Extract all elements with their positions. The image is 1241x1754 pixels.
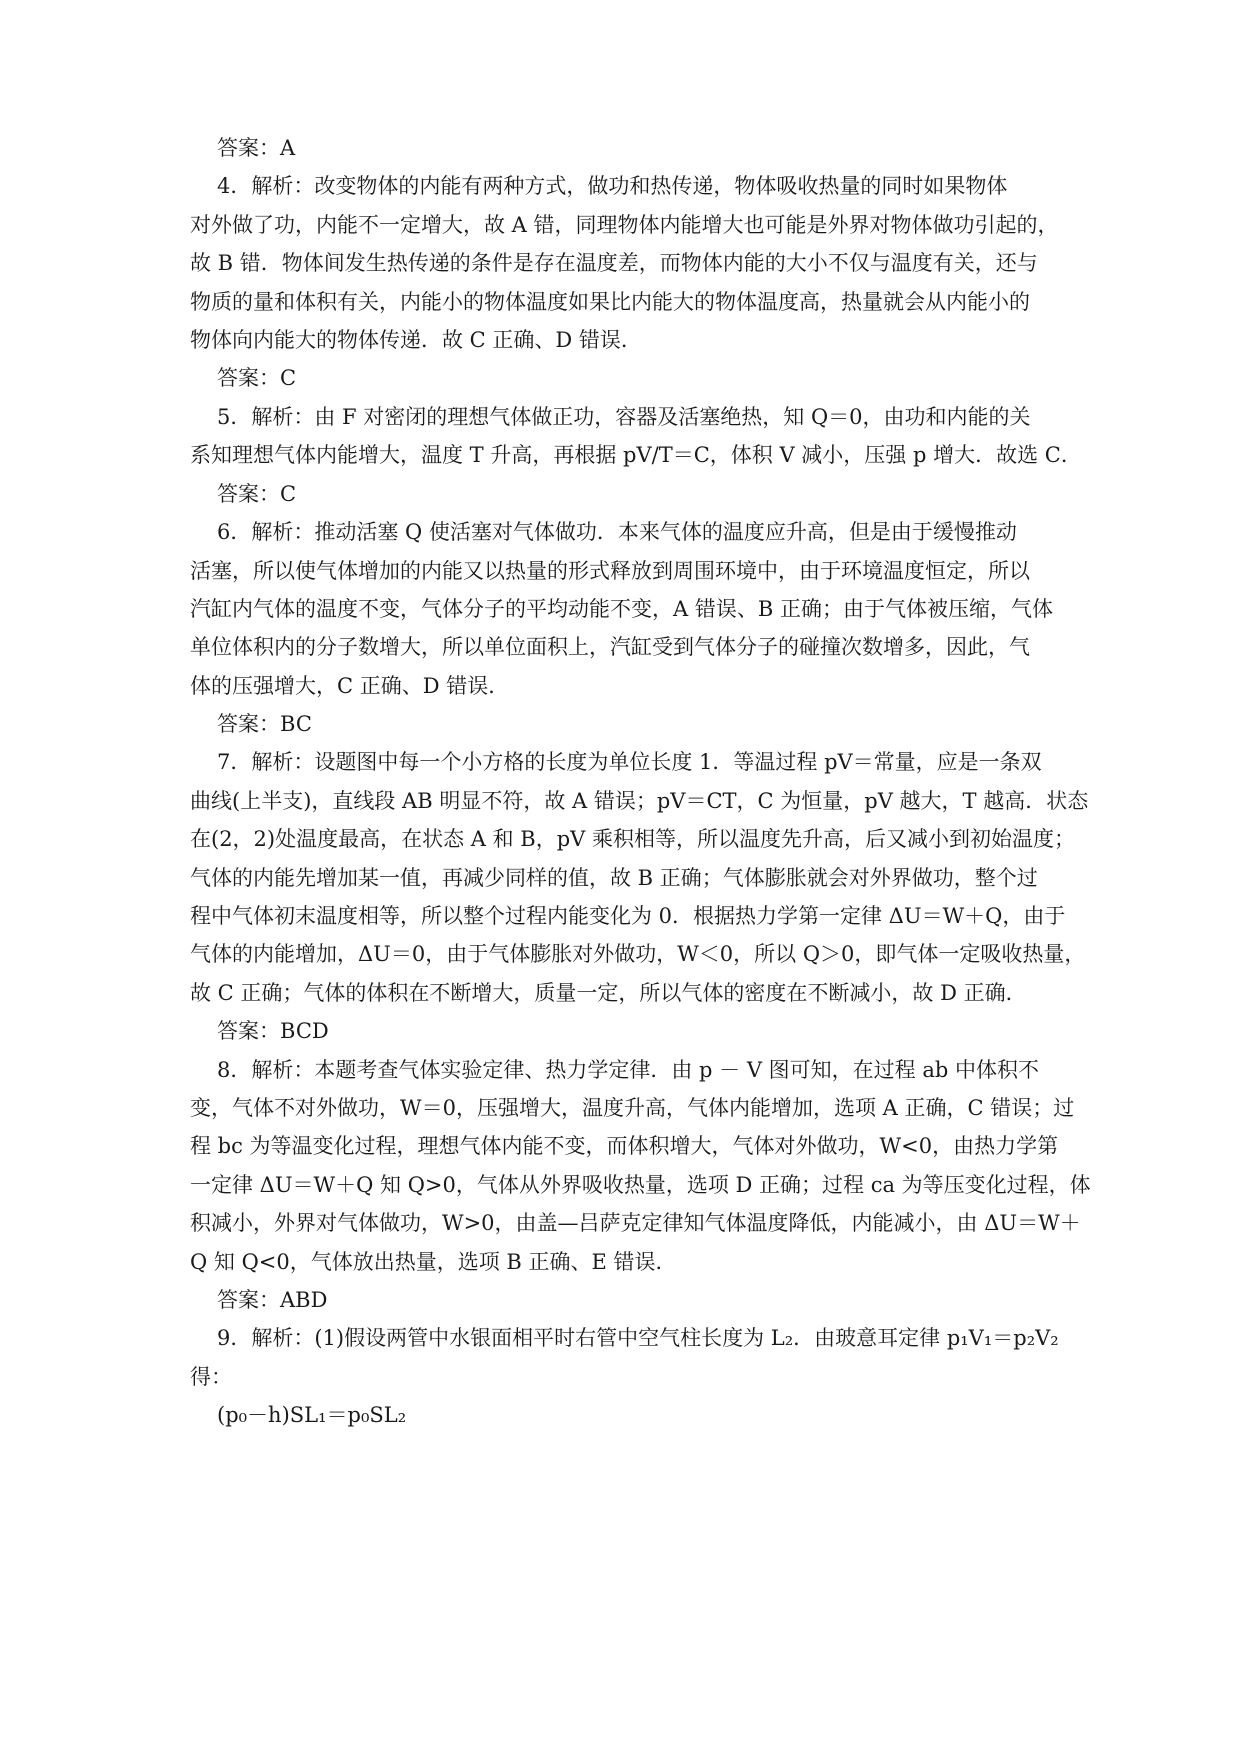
text-line: 活塞，所以使气体增加的内能又以热量的形式释放到周围环境中，由于环境温度恒定，所以 [190,559,1030,583]
answer-line: (p₀－h)SL₁＝p₀SL₂ [217,1403,407,1427]
text-line: 故 C 正确；气体的体积在不断增大，质量一定，所以气体的密度在不断减小，故 D 正确． [190,981,1027,1005]
answer-line: 答案：BC [217,712,312,736]
answer-line: 答案：A [217,136,296,160]
solution-paragraph-start: 6．解析：推动活塞 Q 使活塞对气体做功．本来气体的温度应升高，但是由于缓慢推动 [217,520,1017,544]
text-line: 气体的内能增加，ΔU＝0，由于气体膨胀对外做功，W＜0，所以 Q＞0，即气体一定吸收热量， [190,942,1086,966]
text-line: 积减小，外界对气体做功，W>0，由盖—吕萨克定律知气体温度降低，内能减小，由 ΔU＝W＋ [190,1211,1081,1235]
text-line: 变，气体不对外做功，W＝0，压强增大，温度升高，气体内能增加，选项 A 正确，C 错误；过 [190,1096,1075,1120]
solution-paragraph-start: 4．解析：改变物体的内能有两种方式，做功和热传递，物体吸收热量的同时如果物体 [217,174,1008,198]
solution-paragraph-start: 9．解析：(1)假设两管中水银面相平时右管中空气柱长度为 L₂．由玻意耳定律 p₁V₁＝p₂V₂ [217,1326,1059,1350]
text-line: 程中气体初末温度相等，所以整个过程内能变化为 0．根据热力学第一定律 ΔU＝W＋Q，由于 [190,904,1066,928]
text-line: 故 B 错．物体间发生热传递的条件是存在温度差，而物体内能的大小不仅与温度有关，还与 [190,251,1038,275]
answer-line: 答案：C [217,482,297,506]
text-line: 一定律 ΔU＝W＋Q 知 Q>0，气体从外界吸收热量，选项 D 正确；过程 ca 为等压变化过程，体 [190,1173,1091,1197]
solution-paragraph-start: 7．解析：设题图中每一个小方格的长度为单位长度 1．等温过程 pV＝常量，应是一条双 [217,750,1042,774]
text-line: 气体的内能先增加某一值，再减少同样的值，故 B 正确；气体膨胀就会对外界做功，整个过 [190,866,1038,890]
text-line: 单位体积内的分子数增大，所以单位面积上，汽缸受到气体分子的碰撞次数增多，因此，气 [190,635,1030,659]
text-line: 程 bc 为等温变化过程，理想气体内能不变，而体积增大，气体对外做功，W<0，由热力学第 [190,1134,1059,1158]
text-line: 得： [190,1365,232,1389]
solution-paragraph-start: 8．解析：本题考查气体实验定律、热力学定律．由 p － V 图可知，在过程 ab 中体积不 [217,1058,1039,1082]
answer-line: 答案：C [217,366,297,390]
answer-line: 答案：ABD [217,1288,328,1312]
answer-line: 答案：BCD [217,1019,329,1043]
text-line: 对外做了功，内能不一定增大，故 A 错，同理物体内能增大也可能是外界对物体做功引起的， [190,213,1059,237]
text-line: 系知理想气体内能增大，温度 T 升高，再根据 pV/T＝C，体积 V 减小，压强 p 增大．故选 C． [190,443,1082,467]
text-line: 汽缸内气体的温度不变，气体分子的平均动能不变，A 错误、B 正确；由于气体被压缩，气体 [190,597,1053,621]
text-line: 物体向内能大的物体传递．故 C 正确、D 错误． [190,328,642,352]
text-line: 在(2，2)处温度最高，在状态 A 和 B，pV 乘积相等，所以温度先升高，后又减小到初始温度； [190,827,1076,851]
solution-paragraph-start: 5．解析：由 F 对密闭的理想气体做正功，容器及活塞绝热，知 Q＝0，由功和内能的关 [217,405,1031,429]
text-line: Q 知 Q<0，气体放出热量，选项 B 正确、E 错误． [190,1250,677,1274]
text-line: 体的压强增大，C 正确、D 错误． [190,674,510,698]
text-line: 物质的量和体积有关，内能小的物体温度如果比内能大的物体温度高，热量就会从内能小的 [190,290,1030,314]
text-line: 曲线(上半支)，直线段 AB 明显不符，故 A 错误；pV＝CT，C 为恒量，pV 越大，T 越高．状态 [190,789,1089,813]
